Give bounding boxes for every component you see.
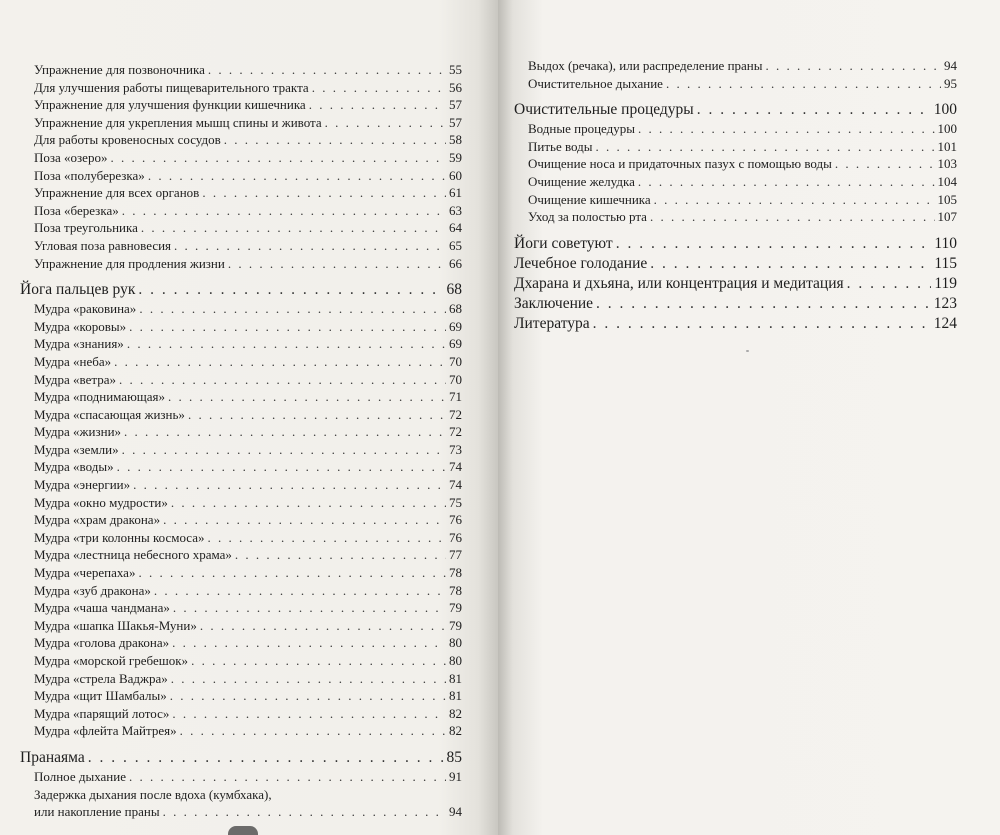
toc-entry-title: Упражнение для позвоночника (34, 62, 205, 77)
toc-page-number: 64 (449, 220, 462, 236)
toc-section-entry (20, 237, 462, 255)
toc-dot-leader (654, 191, 935, 209)
toc-dot-leader (127, 335, 446, 353)
toc-section-entry (20, 353, 462, 371)
toc-page-number: 68 (449, 301, 462, 317)
toc-page-number: 81 (449, 670, 462, 686)
toc-section-entry (514, 57, 957, 75)
toc-section-entry (514, 138, 957, 156)
toc-section-entry (20, 687, 462, 705)
toc-page-number: 72 (449, 424, 462, 440)
toc-entry-title: Мудра «морской гребешок» (34, 653, 189, 668)
toc-section-entry (20, 219, 462, 237)
toc-dot-leader (172, 705, 446, 723)
toc-entry-title: Поза «березка» (34, 202, 119, 218)
toc-page-number: 74 (449, 459, 462, 475)
toc-entry-title: Очистительное дыхание (528, 75, 663, 91)
toc-dot-leader (202, 184, 446, 202)
toc-page-number: 119 (934, 274, 957, 292)
toc-dot-leader (133, 476, 446, 494)
toc-entry-title: Упражнение для продления жизни (34, 255, 225, 271)
toc-page-number: 81 (449, 688, 462, 704)
toc-dot-leader (110, 149, 446, 167)
toc-section-entry (514, 75, 957, 93)
toc-section-entry (514, 120, 957, 138)
toc-dot-leader (138, 564, 446, 582)
toc-dot-leader (88, 748, 444, 768)
toc-section-entry (20, 423, 462, 441)
toc-section-entry (20, 564, 462, 582)
toc-dot-leader (168, 388, 446, 406)
toc-section-entry (20, 768, 462, 786)
toc-dot-leader (141, 219, 446, 237)
paper-speck (746, 350, 749, 352)
toc-page-number: 73 (449, 441, 462, 457)
toc-section-entry (20, 61, 462, 79)
toc-dot-leader (117, 458, 446, 476)
toc-section-entry (20, 786, 462, 804)
toc-entry-title: Поза «озеро» (34, 149, 108, 165)
toc-page-number: 57 (449, 114, 462, 130)
toc-dot-leader (163, 511, 446, 529)
toc-section-entry (20, 546, 462, 564)
toc-dot-leader (172, 634, 446, 652)
toc-page-number: 95 (944, 75, 957, 91)
toc-section-entry (20, 529, 462, 547)
toc-page-number: 94 (944, 58, 957, 73)
toc-section-entry (514, 191, 957, 209)
toc-entry-title: Задержка дыхания после вдоха (кумбхака), (34, 786, 272, 802)
toc-dot-leader (170, 687, 446, 705)
toc-entry-title: Водные процедуры (528, 121, 635, 137)
toc-entry-title: Дхарана и дхьяна, или концентрация и медитация (514, 274, 844, 292)
toc-dot-leader (650, 254, 931, 274)
toc-dot-leader (171, 670, 446, 688)
toc-page-number: 82 (449, 723, 462, 739)
toc-dot-leader (139, 300, 446, 318)
toc-dot-leader (766, 57, 942, 75)
toc-list-right (514, 57, 957, 334)
toc-chapter-entry (514, 274, 957, 294)
toc-page-number: 78 (449, 565, 462, 581)
toc-page-number: 63 (449, 202, 462, 218)
toc-dot-leader (173, 599, 446, 617)
toc-dot-leader (122, 441, 446, 459)
toc-section-entry (20, 634, 462, 652)
toc-entry-title: Угловая поза равновесия (34, 237, 172, 253)
toc-section-entry (20, 167, 462, 185)
toc-page-number: 100 (933, 101, 957, 119)
toc-entry-title: Мудра «черепаха» (34, 565, 136, 581)
toc-dot-leader (638, 120, 935, 138)
toc-page-number: 70 (449, 371, 462, 387)
toc-entry-title: Очищение носа и придаточных пазух с помощью воды (528, 156, 832, 172)
right-page (498, 0, 1000, 835)
toc-dot-leader (207, 529, 446, 547)
toc-dot-leader (309, 96, 446, 114)
toc-page-number: 80 (449, 635, 462, 651)
toc-page-number: 107 (937, 209, 957, 225)
toc-page-number: 79 (449, 600, 462, 616)
toc-dot-leader (148, 167, 446, 185)
toc-entry-title: Очищение кишечника (528, 191, 651, 207)
toc-entry-title: Мудра «парящий лотос» (34, 705, 170, 721)
toc-entry-title: Упражнение для улучшения функции кишечника (34, 97, 306, 113)
toc-section-entry (20, 96, 462, 114)
toc-section-entry (20, 406, 462, 424)
toc-page-number: 91 (449, 768, 462, 784)
toc-page-number: 71 (449, 389, 462, 405)
toc-entry-title: Йога пальцев рук (20, 281, 136, 299)
toc-section-entry (20, 476, 462, 494)
toc-dot-leader (666, 75, 941, 93)
toc-entry-title: Поза треугольника (34, 220, 138, 236)
toc-dot-leader (154, 582, 446, 600)
toc-entry-title: Очищение желудка (528, 173, 635, 189)
toc-page-number: 94 (449, 804, 462, 820)
toc-entry-title: Мудра «голова дракона» (34, 635, 170, 651)
toc-page-number: 56 (449, 79, 462, 95)
toc-entry-title: Упражнение для всех органов (34, 185, 200, 201)
toc-section-entry (20, 458, 462, 476)
toc-section-entry (20, 335, 462, 353)
toc-page-number: 85 (446, 748, 462, 766)
toc-chapter-entry (20, 748, 462, 768)
toc-entry-title: Мудра «коровы» (34, 318, 127, 334)
toc-chapter-entry (514, 234, 957, 254)
toc-section-entry (20, 202, 462, 220)
toc-page-number: 123 (933, 294, 957, 312)
toc-entry-title: Мудра «храм дракона» (34, 512, 161, 528)
toc-section-entry (514, 173, 957, 191)
toc-page-number: 103 (937, 156, 957, 172)
toc-entry-title: Мудра «лестница небесного храма» (34, 547, 232, 563)
toc-section-entry (20, 79, 462, 97)
toc-page-number: 55 (449, 62, 462, 77)
toc-entry-title: Мудра «щит Шамбалы» (34, 688, 167, 704)
toc-dot-leader (593, 314, 931, 334)
toc-chapter-entry (20, 280, 462, 300)
toc-entry-title: Полное дыхание (34, 768, 126, 784)
toc-page-number: 58 (449, 132, 462, 148)
toc-entry-title: Заключение (514, 294, 594, 312)
toc-section-entry (20, 722, 462, 740)
toc-entry-title: Пранаяма (20, 748, 85, 766)
toc-section-entry (20, 511, 462, 529)
toc-dot-leader (114, 353, 446, 371)
toc-section-entry (20, 255, 462, 273)
toc-entry-title: Мудра «стрела Ваджра» (34, 670, 168, 686)
toc-dot-leader (835, 155, 935, 173)
toc-dot-leader (174, 237, 446, 255)
toc-chapter-entry (514, 314, 957, 334)
toc-page-number: 68 (446, 281, 462, 299)
toc-section-entry (20, 599, 462, 617)
toc-page-number: 65 (449, 237, 462, 253)
toc-section-entry (20, 114, 462, 132)
toc-dot-leader (191, 652, 446, 670)
toc-entry-title: Мудра «окно мудрости» (34, 494, 168, 510)
toc-entry-title: Лечебное голодание (514, 254, 648, 272)
toc-page-number: 76 (449, 529, 462, 545)
toc-entry-title: Мудра «неба» (34, 353, 112, 369)
toc-page-number: 59 (449, 149, 462, 165)
toc-page-number: 69 (449, 336, 462, 352)
toc-dot-leader (129, 768, 446, 786)
toc-page-number: 69 (449, 318, 462, 334)
toc-section-entry (20, 652, 462, 670)
toc-page-number: 115 (934, 254, 957, 272)
toc-page-number: 79 (449, 617, 462, 633)
toc-entry-title: Мудра «поднимающая» (34, 389, 166, 405)
toc-section-entry (20, 318, 462, 336)
toc-section-entry (20, 149, 462, 167)
toc-page-number: 70 (449, 353, 462, 369)
toc-page-number: 80 (449, 653, 462, 668)
toc-dot-leader (180, 722, 446, 740)
toc-entry-title: Мудра «раковина» (34, 301, 137, 317)
toc-page-number: 61 (449, 185, 462, 201)
toc-dot-leader (325, 114, 446, 132)
toc-dot-leader (847, 274, 932, 294)
toc-entry-title: Мудра «жизни» (34, 424, 122, 440)
toc-dot-leader (188, 406, 446, 424)
toc-section-entry (20, 131, 462, 149)
toc-dot-leader (208, 61, 446, 79)
toc-page-number: 74 (449, 477, 462, 493)
toc-dot-leader (697, 100, 931, 120)
toc-entry-title: Мудра «воды» (34, 459, 114, 475)
toc-entry-title: Мудра «спасающая жизнь» (34, 406, 185, 422)
toc-page-number: 72 (449, 406, 462, 422)
toc-dot-leader (596, 138, 935, 156)
toc-entry-title: Мудра «зуб дракона» (34, 582, 151, 598)
toc-page-number: 78 (449, 582, 462, 598)
toc-page-number: 66 (449, 255, 462, 271)
toc-section-entry (20, 670, 462, 688)
toc-dot-leader (124, 423, 446, 441)
toc-page-number: 110 (934, 234, 957, 252)
toc-entry-title: Мудра «флейта Майтрея» (34, 723, 177, 739)
toc-dot-leader (596, 294, 931, 314)
toc-section-entry (20, 803, 462, 821)
toc-chapter-entry (514, 254, 957, 274)
toc-page-number: 104 (937, 173, 957, 189)
toc-entry-title: Очистительные процедуры (514, 101, 694, 119)
toc-dot-leader (119, 371, 446, 389)
toc-section-entry (20, 184, 462, 202)
toc-chapter-entry (514, 100, 957, 120)
toc-dot-leader (312, 79, 446, 97)
toc-section-entry (20, 371, 462, 389)
toc-dot-leader (650, 208, 935, 226)
toc-section-entry (20, 388, 462, 406)
toc-dot-leader (224, 131, 446, 149)
toc-entry-title: Мудра «земли» (34, 441, 119, 457)
toc-page-number: 77 (449, 547, 462, 563)
toc-entry-title: Питье воды (528, 138, 593, 154)
toc-entry-title: Уход за полостью рта (528, 209, 647, 225)
toc-entry-title: Йоги советуют (514, 234, 613, 252)
toc-section-entry (20, 582, 462, 600)
toc-page-number: 101 (937, 138, 957, 154)
toc-entry-title: Упражнение для укрепления мышц спины и живота (34, 114, 322, 130)
toc-page-number: 60 (449, 167, 462, 183)
toc-section-entry (514, 208, 957, 226)
toc-entry-title: или накопление праны (34, 804, 160, 820)
toc-dot-leader (171, 494, 446, 512)
toc-page-number: 124 (933, 314, 957, 332)
toc-entry-title: Литература (514, 314, 590, 332)
toc-dot-leader (235, 546, 446, 564)
page-number-fragment (228, 826, 258, 835)
toc-section-entry (20, 617, 462, 635)
toc-page-number: 76 (449, 512, 462, 528)
toc-dot-leader (129, 318, 446, 336)
toc-section-entry (20, 300, 462, 318)
toc-entry-title: Для улучшения работы пищеварительного тракта (34, 79, 309, 95)
toc-section-entry (20, 705, 462, 723)
toc-entry-title: Мудра «ветра» (34, 371, 116, 387)
toc-list-left (20, 61, 462, 821)
toc-section-entry (20, 494, 462, 512)
toc-entry-title: Выдох (речака), или распределение праны (528, 58, 763, 73)
toc-dot-leader (228, 255, 446, 273)
toc-page-number: 57 (449, 97, 462, 113)
toc-entry-title: Мудра «три колонны космоса» (34, 529, 205, 545)
toc-page-number: 82 (449, 705, 462, 721)
toc-dot-leader (138, 280, 443, 300)
toc-entry-title: Мудра «чаша чандмана» (34, 600, 170, 616)
toc-dot-leader (616, 234, 932, 254)
toc-entry-title: Поза «полуберезка» (34, 167, 145, 183)
toc-dot-leader (200, 617, 446, 635)
toc-dot-leader (122, 202, 446, 220)
toc-section-entry (514, 155, 957, 173)
left-page (0, 0, 498, 835)
toc-page-number: 100 (937, 121, 957, 137)
toc-dot-leader (638, 173, 935, 191)
toc-section-entry (20, 441, 462, 459)
toc-dot-leader (163, 803, 446, 821)
toc-page-number: 105 (937, 191, 957, 207)
toc-entry-title: Мудра «энергии» (34, 477, 131, 493)
toc-entry-title: Мудра «знания» (34, 336, 124, 352)
toc-entry-title: Для работы кровеносных сосудов (34, 132, 221, 148)
toc-page-number: 75 (449, 494, 462, 510)
toc-entry-title: Мудра «шапка Шакья-Муни» (34, 617, 197, 633)
toc-chapter-entry (514, 294, 957, 314)
